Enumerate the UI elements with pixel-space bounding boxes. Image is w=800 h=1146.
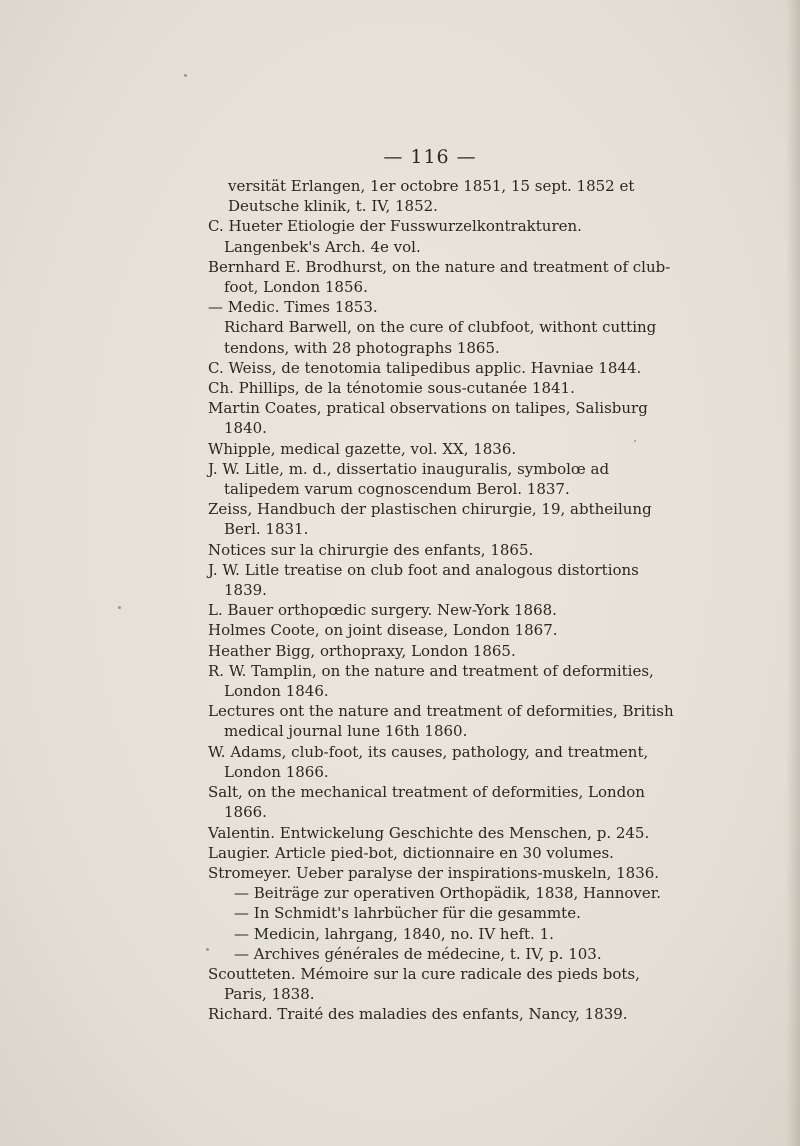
bibliography-entry: Richard Barwell, on the cure of clubfoot, withont cutting tendons, with 28 photographs 1865.	[224, 318, 657, 357]
bibliography-entry: Laugier. Article pied-bot, dictionnaire en 30 volumes.	[208, 843, 614, 862]
bibliography-entry: versität Erlangen, 1er octobre 1851, 15 sept. 1852 et Deutsche klinik, t. IV, 1852.	[228, 177, 635, 216]
bibliography-entry: Bernhard E. Brodhurst, on the nature and treatment of club-foot, London 1856.	[208, 257, 671, 297]
bibliography-entry: L. Bauer orthopœdic surgery. New-York 1868.	[208, 601, 557, 620]
bibliography-entry: R. W. Tamplin, on the nature and treatment of deformities, London 1846.	[208, 661, 654, 701]
bibliography-entry: Stromeyer. Ueber paralyse der inspirations-muskeln, 1836.	[208, 863, 660, 882]
bibliography-entry: Holmes Coote, on joint disease, London 1867.	[208, 621, 558, 640]
page-number: — 116 —	[383, 146, 477, 168]
bibliography-entry: Salt, on the mechanical treatment of deformities, London 1866.	[208, 783, 645, 822]
bibliography-entry: J. W. Litle, m. d., dissertatio inauguralis, symbolœ ad talipedem varum cognoscendum Berol. 1837.	[208, 459, 610, 499]
bibliography-entry: Whipple, medical gazette, vol. XX, 1836.	[208, 439, 517, 458]
bibliography-entry: — In Schmidt's lahrbücher für die gesammte.	[234, 904, 581, 923]
bibliography-entry: J. W. Litle treatise on club foot and analogous distortions 1839.	[208, 560, 639, 600]
bibliography-entry: — Medicin, lahrgang, 1840, no. IV heft. 1.	[234, 924, 554, 943]
paper-speck	[206, 948, 209, 951]
bibliography-entry: — Archives générales de médecine, t. IV, p. 103.	[234, 944, 602, 963]
bibliography-entry: Notices sur la chirurgie des enfants, 1865.	[208, 540, 534, 559]
bibliography-entry: W. Adams, club-foot, its causes, pathology, and treatment, London 1866.	[208, 742, 649, 781]
bibliography-entry: Richard. Traité des maladies des enfants, Nancy, 1839.	[208, 1005, 628, 1024]
bibliography-entry: Ch. Phillips, de la ténotomie sous-cutanée 1841.	[208, 379, 575, 398]
bibliography-entry: C. Weiss, de tenotomia talipedibus applic. Havniae 1844.	[208, 358, 642, 377]
bibliography-entry: Lectures ont the nature and treatment of deformities, British medical journal lune 16th 1860.	[208, 702, 674, 741]
bibliography-entry: Martin Coates, pratical observations on talipes, Salisburg 1840.	[208, 399, 648, 438]
bibliography-entry: Scoutteten. Mémoire sur la cure radicale des pieds bots, Paris, 1838.	[208, 964, 640, 1004]
bibliography-entry: Valentin. Entwickelung Geschichte des Menschen, p. 245.	[208, 823, 650, 842]
paper-speck	[118, 606, 121, 609]
bibliography-entry: Zeiss, Handbuch der plastischen chirurgie, 19, abtheilung Berl. 1831.	[208, 500, 652, 539]
bibliography-entry: — Medic. Times 1853.	[208, 298, 378, 317]
paper-speck	[184, 74, 187, 77]
paper-speck	[634, 440, 636, 442]
bibliography-list	[208, 176, 678, 1025]
bibliography-entry: C. Hueter Etiologie der Fusswurzelkontrakturen. Langenbek's Arch. 4e vol.	[208, 217, 582, 256]
bibliography-entry: — Beiträge zur operativen Orthopädik, 1838, Hannover.	[234, 884, 662, 903]
bibliography-entry: Heather Bigg, orthopraxy, London 1865.	[208, 641, 516, 660]
